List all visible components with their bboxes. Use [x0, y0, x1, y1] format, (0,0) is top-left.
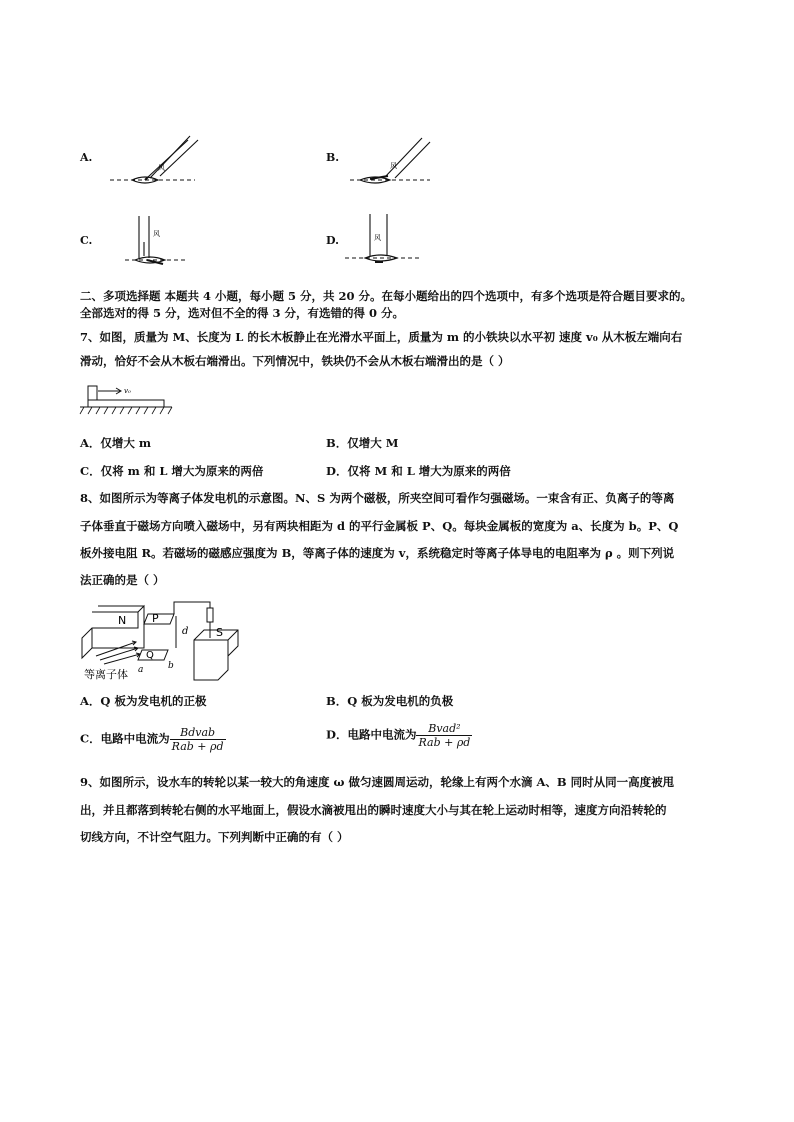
q7-figure-board	[80, 383, 180, 423]
svg-text:a: a	[138, 665, 144, 675]
svg-text:风: 风	[153, 230, 160, 238]
option-c-diagram	[125, 212, 205, 272]
q7-stem-line2: 滑动，恰好不会从木板右端滑出。下列情况中，铁块仍不会从木板右端滑出的是（ ）	[80, 354, 510, 368]
q8-stem-line1: 8、如图所示为等离子体发电机的示意图。N、S 为两个磁极，所夹空间可看作匀强磁场。一束含有正、负离子的等离	[80, 491, 675, 505]
q8-option-d-prefix: D．电路中电流为	[326, 727, 417, 742]
q9-stem-line3: 切线方向，不计空气阻力。下列判断中正确的有（ ）	[80, 830, 349, 844]
q8-option-c-fraction: $\frac{\text{Bdvab}}{\text{Rab + ρd}}$	[171, 726, 224, 753]
svg-text:风: 风	[374, 234, 381, 242]
svg-text:P: P	[152, 612, 159, 625]
q7-stem-line1: 7、如图，质量为 M、长度为 L 的长木板静止在光滑水平面上，质量为 m 的小铁块以水平初 速度 v₀ 从木板左端向右	[80, 330, 683, 344]
q9-stem-line2: 出，并且都落到转轮右侧的水平地面上，假设水滴被甩出的瞬时速度大小与其在轮上运动时相等，速度方向沿转轮的	[80, 803, 667, 817]
svg-text:d: d	[182, 626, 189, 637]
q7-option-c: C．仅将 m 和 L 增大为原来的两倍	[80, 464, 264, 478]
option-b-label: B.	[326, 151, 340, 164]
q8-stem-line2: 子体垂直于磁场方向喷入磁场中，另有两块相距为 d 的平行金属板 P、Q。每块金属板的宽度为 a、长度为 b。P、Q	[80, 519, 679, 533]
svg-text:风: 风	[390, 162, 397, 170]
q7-option-b: B．仅增大 M	[326, 436, 399, 450]
q8-figure-plasma-generator	[78, 598, 248, 684]
option-d-diagram	[345, 210, 435, 270]
q8-option-c-prefix: C．电路中电流为	[80, 731, 170, 746]
svg-text:Q: Q	[146, 650, 154, 661]
q8-option-b: B．Q 板为发电机的负极	[326, 694, 454, 708]
option-d-label: D.	[326, 234, 339, 247]
q8-option-d-fraction: $\frac{\text{Bvad²}}{\text{Rab + ρd}}$	[418, 722, 471, 749]
svg-text:N: N	[118, 614, 127, 627]
section2-instructions-line2: 全部选对的得 5 分，选对但不全的得 3 分，有选错的得 0 分。	[80, 306, 405, 320]
option-c-label: C.	[80, 234, 93, 247]
svg-text:v₀: v₀	[124, 387, 131, 395]
q8-stem-line3: 板外接电阻 R。若磁场的磁感应强度为 B，等离子体的速度为 v，系统稳定时等离子体导电的电阻率为 ρ 。则下列说	[80, 546, 675, 560]
q8-option-d	[326, 722, 472, 749]
option-b-diagram	[350, 132, 460, 192]
q8-stem-line4: 法正确的是（ ）	[80, 573, 165, 587]
svg-text:等离子体: 等离子体	[84, 668, 128, 681]
q8-option-c	[80, 726, 226, 753]
svg-text:b: b	[168, 661, 174, 671]
section2-instructions-line1: 二、多项选择题 本题共 4 小题，每小题 5 分，共 20 分。在每小题给出的四个选项中，有多个选项是符合题目要求的。	[80, 289, 693, 303]
svg-text:风: 风	[158, 164, 165, 172]
option-a-diagram	[110, 132, 220, 192]
svg-text:S: S	[216, 626, 223, 639]
q9-stem-line1: 9、如图所示，设水车的转轮以某一较大的角速度 ω 做匀速圆周运动，轮缘上有两个水滴 A、B 同时从同一高度被甩	[80, 775, 675, 789]
q7-option-a: A．仅增大 m	[80, 436, 152, 450]
q8-option-a: A．Q 板为发电机的正极	[80, 694, 207, 708]
q7-option-d: D．仅将 M 和 L 增大为原来的两倍	[326, 464, 511, 478]
option-a-label: A.	[80, 151, 93, 164]
